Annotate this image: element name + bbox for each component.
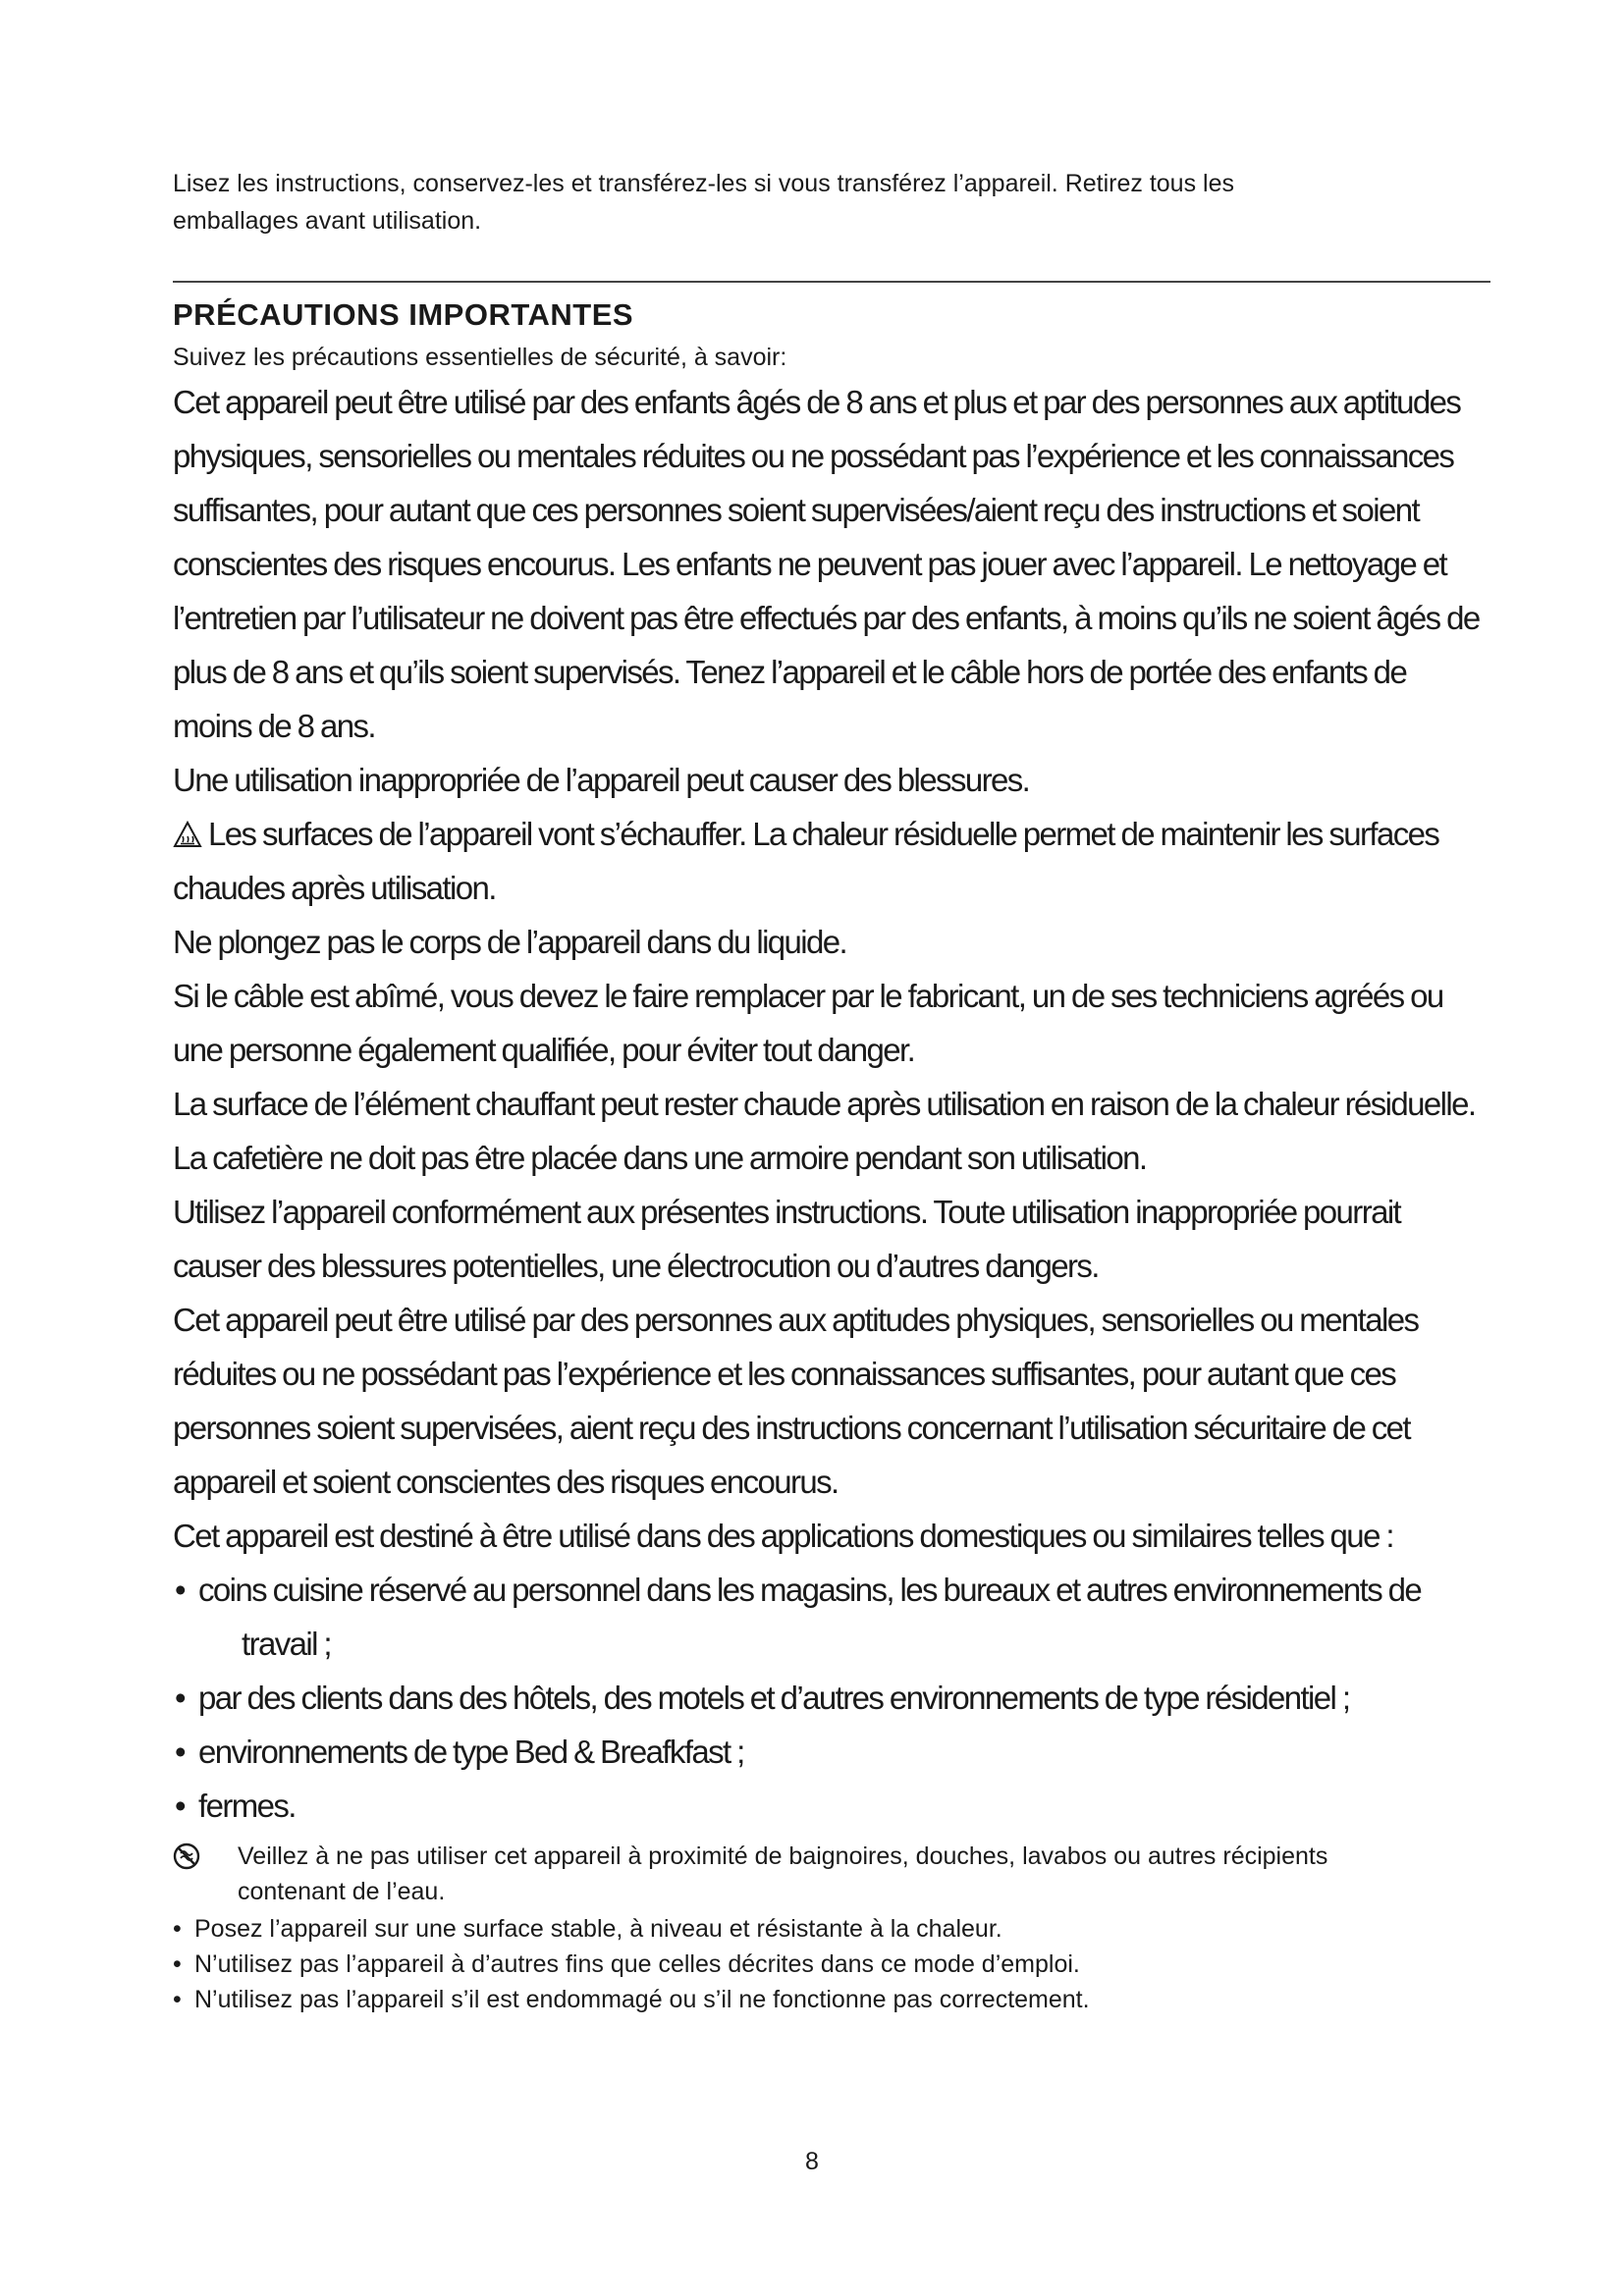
- bullet: •: [175, 1572, 185, 1608]
- intro-line-2: emballages avant utilisation.: [173, 207, 482, 235]
- section-divider: [173, 281, 1490, 283]
- note-text: N’utilisez pas l’appareil s’il est endommagé ou s’il ne fonctionne pas correctement.: [194, 1986, 1090, 2013]
- hot-surfaces-text: Les surfaces de l’appareil vont s’échauffer. La chaleur résiduelle permet de maintenir les surfaces chaudes après utilisation.: [173, 816, 1439, 906]
- list-item-text-continued: travail ;: [242, 1626, 331, 1662]
- list-item: [173, 1779, 1490, 1833]
- section-title: PRÉCAUTIONS IMPORTANTES: [173, 297, 634, 332]
- water-warning-line-1: Veillez à ne pas utiliser cet appareil à proximité de baignoires, douches, lavabos ou autres récipients: [238, 1842, 1328, 1870]
- section-subtitle: Suivez les précautions essentielles de sécurité, à savoir:: [173, 344, 787, 371]
- water-warning-line-2: contenant de l’eau.: [238, 1878, 446, 1905]
- notes-list: [173, 1911, 1490, 2017]
- bullet: •: [173, 1915, 182, 1943]
- list-item-text: environnements de type Bed & Breafkfast ;: [198, 1734, 744, 1770]
- page-number: 8: [805, 2148, 819, 2175]
- intro-text: [173, 165, 1490, 240]
- paragraph-heating-element: La surface de l’élément chauffant peut rester chaude après utilisation en raison de la chaleur résiduelle.: [173, 1086, 1476, 1122]
- water-warning: [173, 1839, 1490, 1909]
- list-item-text: fermes.: [198, 1788, 296, 1824]
- list-item: [173, 1947, 1490, 1982]
- list-item: [173, 1671, 1490, 1725]
- paragraph-no-cabinet: La cafetière ne doit pas être placée dans une armoire pendant son utilisation.: [173, 1140, 1147, 1176]
- intro-line-1: Lisez les instructions, conservez-les et transférez-les si vous transférez l’appareil. Retirez tous les: [173, 170, 1234, 197]
- intended-use-list: [173, 1563, 1490, 1833]
- paragraph-intended-use: Cet appareil est destiné à être utilisé dans des applications domestiques ou similaires telles que :: [173, 1518, 1393, 1554]
- list-item: [173, 1725, 1490, 1779]
- bullet: •: [175, 1680, 185, 1716]
- bullet: •: [173, 1950, 182, 1978]
- note-text: N’utilisez pas l’appareil à d’autres fins que celles décrites dans ce mode d’emploi.: [194, 1950, 1080, 1978]
- paragraph-children-supervision: Cet appareil peut être utilisé par des enfants âgés de 8 ans et plus et par des personnes aux aptitudes physiques, sensorielles ou mentales réduites ou ne possédant pas l’expérience et les connaissances suffisantes, pour autant que ces personnes soient supervisées/aient reçu des instructions et soient conscientes des risques encourus. Les enfants ne peuvent pas jouer avec l’appareil. Le nettoyage et l’entretien par l’utilisateur ne doivent pas être effectués par des enfants, à moins qu’ils ne soient âgés de plus de 8 ans et qu’ils soient supervisés. Tenez l’appareil et le câble hors de portée des enfants de moins de 8 ans.: [173, 384, 1480, 744]
- list-item: [173, 1563, 1490, 1671]
- paragraph-misuse-injury: Une utilisation inappropriée de l’appareil peut causer des blessures.: [173, 762, 1030, 798]
- bullet: •: [175, 1788, 185, 1824]
- paragraph-damaged-cable: Si le câble est abîmé, vous devez le faire remplacer par le fabricant, un de ses techniciens agréés ou une personne également qualifiée, pour éviter tout danger.: [173, 978, 1443, 1068]
- no-water-proximity-icon: [173, 1842, 200, 1870]
- paragraph-no-immersion: Ne plongez pas le corps de l’appareil dans du liquide.: [173, 924, 847, 960]
- precautions-body: [173, 375, 1490, 1833]
- list-item-text: par des clients dans des hôtels, des motels et d’autres environnements de type résidentiel ;: [198, 1680, 1350, 1716]
- list-item: [173, 1911, 1490, 1947]
- list-item-text: coins cuisine réservé au personnel dans les magasins, les bureaux et autres environnements de: [198, 1572, 1422, 1608]
- bullet: •: [173, 1986, 182, 2013]
- bullet: •: [175, 1734, 185, 1770]
- list-item: [173, 1982, 1490, 2017]
- paragraph-follow-instructions: Utilisez l’appareil conformément aux présentes instructions. Toute utilisation inappropriée pourrait causer des blessures potentielles, une électrocution ou d’autres dangers.: [173, 1194, 1401, 1284]
- manual-page: [173, 165, 1490, 2017]
- paragraph-hot-surfaces: [173, 807, 1490, 915]
- note-text: Posez l’appareil sur une surface stable, à niveau et résistante à la chaleur.: [194, 1915, 1002, 1943]
- paragraph-reduced-capabilities: Cet appareil peut être utilisé par des personnes aux aptitudes physiques, sensorielles ou mentales réduites ou ne possédant pas l’expérience et les connaissances suffisantes, pour autant que ces personnes soient supervisées, aient reçu des instructions concernant l’utilisation sécuritaire de cet appareil et soient conscientes des risques encourus.: [173, 1302, 1419, 1500]
- hot-surface-warning-icon: [173, 821, 202, 848]
